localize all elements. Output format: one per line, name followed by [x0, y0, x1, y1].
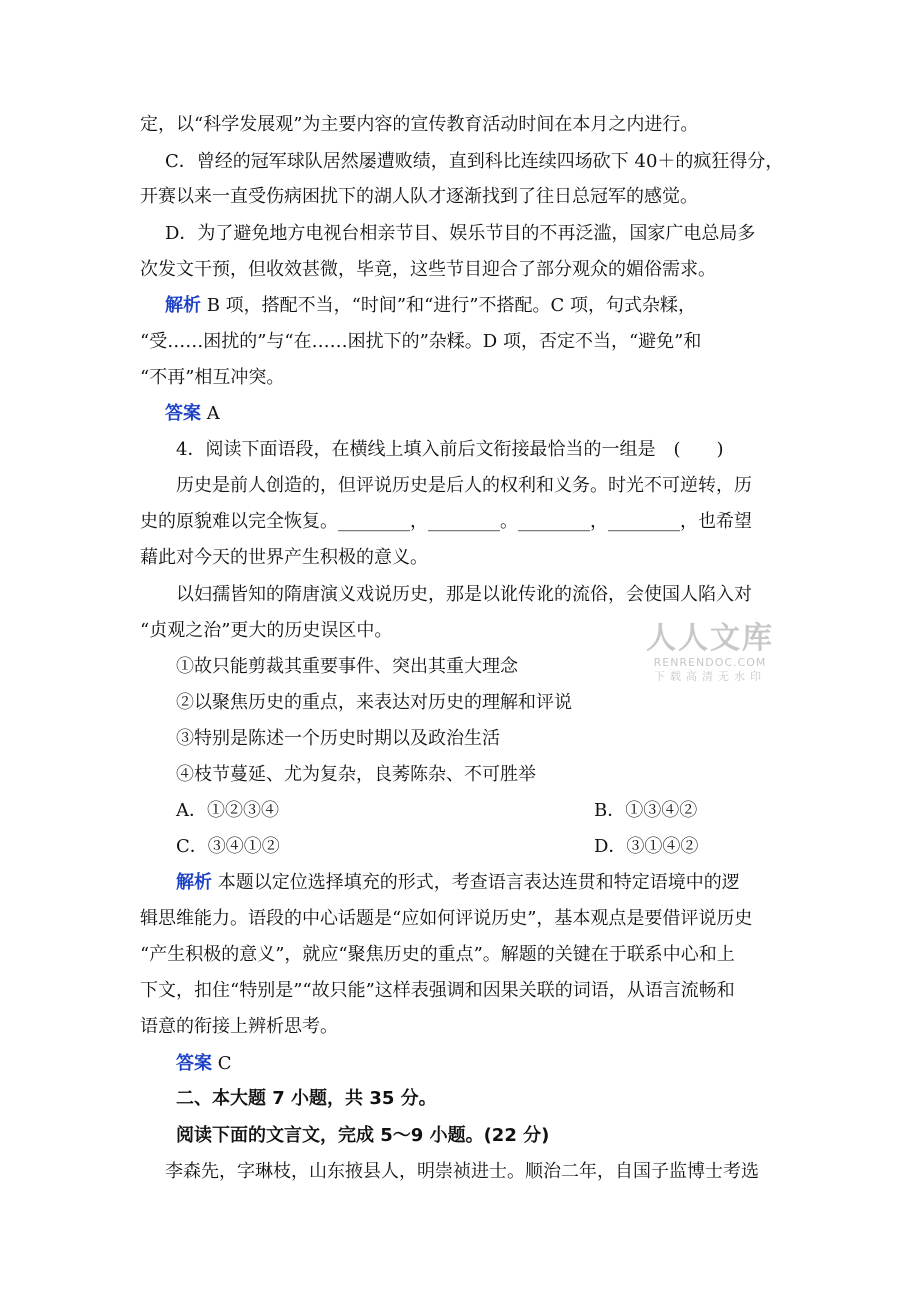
choice-b: B．①③④②	[594, 800, 698, 821]
text-line: 定，以“科学发展观”为主要内容的宣传教育活动时间在本月之内进行。	[140, 114, 699, 135]
analysis-label: 解析	[165, 295, 201, 316]
answer-line: 答案 A	[165, 403, 220, 424]
text-line: 次发文干预，但收效甚微，毕竟，这些节目迎合了部分观众的媚俗需求。	[140, 259, 716, 280]
passage-line: 以妇孺皆知的隋唐演义戏说历史，那是以讹传讹的流俗，会使国人陷入对	[176, 584, 752, 605]
choice-d: D．③①④②	[594, 836, 699, 857]
sentence-option-2: ②以聚焦历史的重点，来表达对历史的理解和评说	[176, 692, 572, 713]
passage-line: 史的原貌难以完全恢复。________，________。________，________，也希望	[140, 511, 752, 532]
question-4-stem: 4．阅读下面语段，在横线上填入前后文衔接最恰当的一组是 ( )	[176, 439, 724, 460]
watermark-title: 人人文库	[646, 621, 774, 656]
text-line: 语意的衔接上辨析思考。	[140, 1016, 338, 1037]
watermark-logo	[646, 622, 774, 684]
classical-text-line: 李森先，字琳枝，山东掖县人，明崇祯进士。顺治二年，自国子监博士考选	[165, 1161, 759, 1182]
passage-line: 藉此对今天的世界产生积极的意义。	[140, 547, 428, 568]
sentence-option-4: ④枝节蔓延、尤为复杂，良莠陈杂、不可胜举	[176, 764, 536, 785]
passage-line: 历史是前人创造的，但评说历史是后人的权利和义务。时光不可逆转，历	[176, 475, 752, 496]
watermark-caption: 下载高清无水印	[654, 670, 766, 683]
text-line: “产生积极的意义”，就应“聚焦历史的重点”。解题的关键在于联系中心和上	[140, 944, 735, 965]
text-line: 辑思维能力。语段的中心话题是“应如何评说历史”，基本观点是要借评说历史	[140, 908, 753, 929]
text-line: “受……困扰的”与“在……困扰下的”杂糅。D 项，否定不当，“避免”和	[140, 331, 702, 352]
text-line: “不再”相互冲突。	[140, 367, 285, 388]
answer-label: 答案	[176, 1053, 212, 1074]
option-c-line: C．曾经的冠军球队居然屡遭败绩，直到科比连续四场砍下 40＋的疯狂得分，	[165, 151, 784, 172]
analysis-label: 解析	[176, 872, 212, 893]
analysis-line: 解析 本题以定位选择填充的形式，考查语言表达连贯和特定语境中的逻	[176, 872, 740, 893]
passage-line: “贞观之治”更大的历史误区中。	[140, 620, 393, 641]
text-line: 开赛以来一直受伤病困扰下的湖人队才逐渐找到了往日总冠军的感觉。	[140, 186, 698, 207]
sentence-option-1: ①故只能剪裁其重要事件、突出其重大理念	[176, 656, 518, 677]
choice-a: A．①②③④	[176, 800, 279, 821]
answer-label: 答案	[165, 403, 201, 424]
watermark-site: RENRENDOC.COM	[653, 656, 767, 669]
answer-line: 答案 C	[176, 1053, 232, 1074]
sentence-option-3: ③特别是陈述一个历史时期以及政治生活	[176, 728, 500, 749]
section-instruction: 阅读下面的文言文，完成 5～9 小题。(22 分)	[176, 1125, 550, 1146]
section-heading: 二、本大题 7 小题，共 35 分。	[176, 1088, 437, 1109]
option-d-line: D．为了避免地方电视台相亲节目、娱乐节目的不再泛滥，国家广电总局多	[165, 223, 756, 244]
analysis-line: 解析 B 项，搭配不当，“时间”和“进行”不搭配。C 项，句式杂糅，	[165, 295, 696, 316]
text-line: 下文，扣住“特别是”“故只能”这样表强调和因果关联的词语，从语言流畅和	[140, 980, 735, 1001]
choice-c: C．③④①②	[176, 836, 280, 857]
